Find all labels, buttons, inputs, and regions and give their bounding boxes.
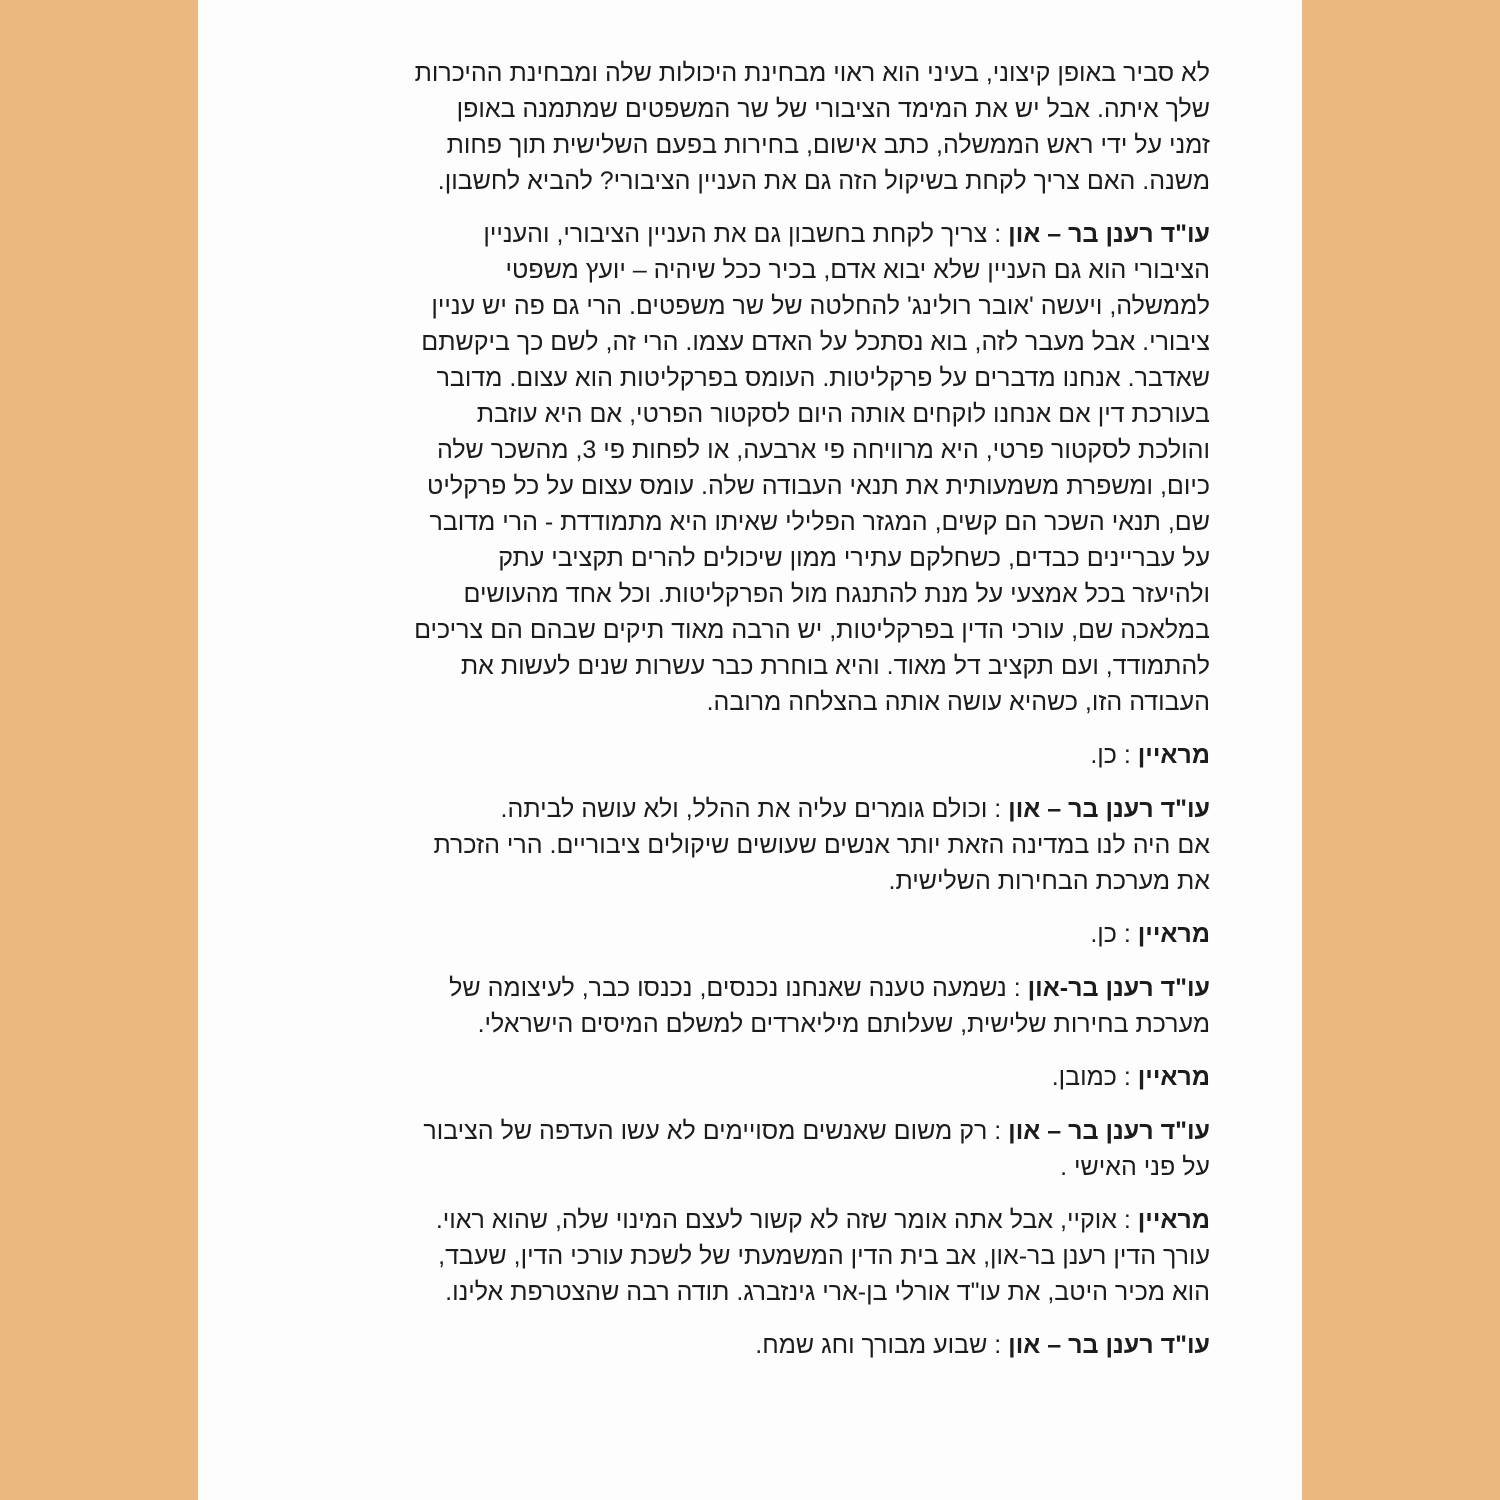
paragraph [344, 737, 1210, 773]
text-line: שלך איתה. אבל יש את המימד הציבורי של שר המשפטים שמתמנה באופן [456, 95, 1210, 123]
text-line: הציבורי הוא גם העניין שלא יבוא אדם, בכיר ככל שיהיה – יועץ משפטי [505, 256, 1210, 284]
speaker-separator: : [1116, 1063, 1138, 1091]
text-line: בעורכת דין אם אנחנו לוקחים אותה היום לסקטור הפרטי, אם היא עוזבת [476, 400, 1210, 428]
paragraph [344, 55, 1210, 199]
speaker-separator: : [987, 220, 1009, 248]
text-line [344, 216, 1210, 252]
speaker-separator: : [1116, 741, 1138, 769]
speaker-separator: : [1116, 1206, 1138, 1234]
text-line: עורך הדין רענן בר-און, אב בית הדין המשמעתי של לשכת עורכי הדין, שעבד, [438, 1242, 1210, 1270]
text-line: את מערכת הבחירות השלישית. [888, 867, 1210, 895]
speaker-name: מראיין [1137, 741, 1210, 769]
text-line [344, 791, 1210, 827]
speaker-name: מראיין [1137, 1206, 1210, 1234]
text-line [344, 970, 1210, 1006]
text-line: אם היה לנו במדינה הזאת יותר אנשים שעושים שיקולים ציבוריים. הרי הזכרת [433, 831, 1210, 859]
paragraph [344, 970, 1210, 1042]
line-text: כן. [1090, 741, 1117, 769]
text-line [344, 1327, 1210, 1363]
line-text: כן. [1090, 920, 1117, 948]
speaker-separator: : [1006, 974, 1028, 1002]
interview-transcript [344, 55, 1210, 1380]
document-page [198, 0, 1302, 1500]
text-line: על עבריינים כבדים, כשחלקם עתירי ממון שיכולים להרים תקציבי עתק [498, 544, 1210, 572]
text-line: לא סביר באופן קיצוני, בעיני הוא ראוי מבחינת היכולות שלה ומבחינת ההיכרות [414, 59, 1210, 87]
text-line: כיום, ומשפרת משמעותית את תנאי העבודה שלה. עומס עצום על כל פרקליט [427, 472, 1210, 500]
line-text: וכולם גומרים עליה את ההלל, ולא עושה לביתה. [500, 795, 988, 823]
line-text: אוקיי, אבל אתה אומר שזה לא קשור לעצם המינוי שלה, שהוא ראוי. [435, 1206, 1117, 1234]
text-line: ציבורי. אבל מעבר לזה, בוא נסתכל על האדם עצמו. הרי זה, לשם כך ביקשתם [421, 328, 1210, 356]
text-line: הוא מכיר היטב, את עו"ד אורלי בן-ארי גינזברג. תודה רבה שהצטרפת אלינו. [445, 1278, 1210, 1306]
paragraph [344, 1059, 1210, 1095]
line-text: כמובן. [1051, 1063, 1117, 1091]
text-line: שם, תנאי השכר הם קשים, המגזר הפלילי שאיתו היא מתמודדת - הרי מדובר [429, 508, 1210, 536]
speaker-name: מראיין [1137, 920, 1210, 948]
speaker-separator: : [987, 1117, 1009, 1145]
paragraph [344, 916, 1210, 952]
line-text: רק משום שאנשים מסויימים לא עשו העדפה של הציבור [423, 1117, 988, 1145]
text-line: שאדבר. אנחנו מדברים על פרקליטות. העומס בפרקליטות הוא עצום. מדובר [436, 364, 1210, 392]
speaker-name: מראיין [1137, 1063, 1210, 1091]
speaker-name: עו"ד רענן בר-און [1027, 974, 1210, 1002]
speaker-name: עו"ד רענן בר – און [1008, 1117, 1210, 1145]
speaker-separator: : [987, 1331, 1009, 1359]
speaker-name: עו"ד רענן בר – און [1008, 220, 1210, 248]
text-line: משנה. האם צריך לקחת בשיקול הזה גם את העניין הציבורי? להביא לחשבון. [437, 167, 1210, 195]
text-line [344, 1059, 1210, 1095]
line-text: נשמעה טענה שאנחנו נכנסים, נכנסו כבר, לעיצומה של [449, 974, 1007, 1002]
text-line [344, 737, 1210, 773]
speaker-separator: : [987, 795, 1009, 823]
paragraph [344, 1202, 1210, 1310]
text-line: ולהיעזר בכל אמצעי על מנת להתנגח מול הפרקליטות. וכל אחד מהעושים [463, 580, 1210, 608]
text-line [344, 1113, 1210, 1149]
text-line: מערכת בחירות שלישית, שעלותם מיליארדים למשלם המיסים הישראלי. [477, 1010, 1210, 1038]
text-line [344, 916, 1210, 952]
speaker-name: עו"ד רענן בר – און [1008, 795, 1210, 823]
paragraph [344, 791, 1210, 899]
paragraph [344, 216, 1210, 720]
text-line: והולכת לסקטור פרטי, היא מרוויחה פי ארבעה, או לפחות פי 3, מהשכר שלה [436, 436, 1210, 464]
line-text: צריך לקחת בחשבון גם את העניין הציבורי, והעניין [483, 220, 988, 248]
text-line [344, 1202, 1210, 1238]
text-line: העבודה הזו, כשהיא עושה אותה בהצלחה מרובה. [706, 688, 1210, 716]
speaker-separator: : [1116, 920, 1138, 948]
paragraph [344, 1113, 1210, 1185]
text-line: לממשלה, ויעשה 'אובר רולינג' להחלטה של שר משפטים. הרי גם פה יש עניין [431, 292, 1210, 320]
text-line: על פני האישי . [1060, 1153, 1210, 1181]
line-text: שבוע מבורך וחג שמח. [755, 1331, 988, 1359]
text-line: זמני על ידי ראש הממשלה, כתב אישום, בחירות בפעם השלישית תוך פחות [446, 131, 1210, 159]
speaker-name: עו"ד רענן בר – און [1008, 1331, 1210, 1359]
paragraph [344, 1327, 1210, 1363]
text-line: להתמודד, ועם תקציב דל מאוד. והיא בוחרת כבר עשרות שנים לעשות את [460, 652, 1210, 680]
text-line: במלאכה שם, עורכי הדין בפרקליטות, יש הרבה מאוד תיקים שבהם הם צריכים [414, 616, 1210, 644]
